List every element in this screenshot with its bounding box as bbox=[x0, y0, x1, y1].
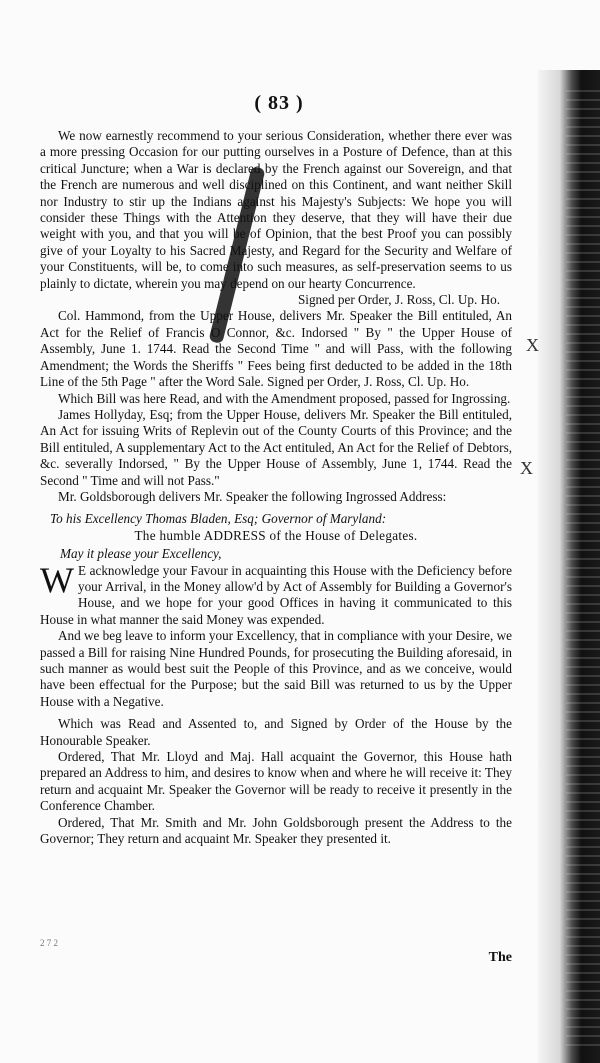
book-spine-texture bbox=[566, 90, 600, 1050]
catchword: The bbox=[488, 950, 512, 965]
address-salutation: May it please your Excellency, bbox=[60, 546, 222, 562]
drop-cap: W bbox=[40, 559, 74, 600]
paragraph-acknowledge-text: E acknowledge your Favour in acquainting this House with the Deficiency before your Arrival, in the Money allow'd by Act of Assembly for Building a Governor's House, and we hope for your good Offices in having it communicated to this House in what manner the said Money was expended. bbox=[40, 562, 512, 627]
document-page bbox=[40, 0, 518, 1063]
page-number: ( 83 ) bbox=[254, 92, 304, 114]
signature-line: Signed per Order, J. Ross, Cl. Up. Ho. bbox=[297, 292, 500, 308]
paragraph-ordered-lloyd: Ordered, That Mr. Lloyd and Maj. Hall acquaint the Governor, this House hath prepared an Address to him, and desires to know when and where he will receive it: They return and acquaint Mr. Speaker the Governor will be ready to receive it presently in the Conference Chamber. bbox=[40, 749, 512, 814]
paragraph-hammond-bill: Col. Hammond, from the Upper House, delivers Mr. Speaker the Bill entituled, An Act for the Relief of Francis O Connor, &c. Indorsed " By " the Upper House of Assembly, June 1. 1744. Read the Second Time " and will Pass, with the following Amendment; the Words the Sheriffs " Fees being first deducted to be added in the 18th Line of the 5th Page " after the Word Sale. Signed per Order, J. Ross, Cl. Up. Ho. bbox=[40, 308, 512, 390]
address-title: The humble ADDRESS of the House of Delegates. bbox=[134, 527, 418, 543]
paragraph-assented: Which was Read and Assented to, and Signed by Order of the House by the Honourable Speaker. bbox=[40, 716, 512, 748]
paragraph-bill-passed: Which Bill was here Read, and with the Amendment proposed, passed for Ingrossing. bbox=[58, 390, 511, 406]
body-text bbox=[40, 128, 512, 847]
paragraph-acknowledge bbox=[40, 559, 512, 629]
margin-x-mark: X bbox=[526, 335, 539, 355]
paragraph-goldsborough-address: Mr. Goldsborough delivers Mr. Speaker the following Ingrossed Address: bbox=[58, 488, 447, 504]
paragraph-ordered-smith: Ordered, That Mr. Smith and Mr. John Goldsborough present the Address to the Governor; They return and acquaint Mr. Speaker they presented it. bbox=[40, 814, 512, 847]
address-recipient: To his Excellency Thomas Bladen, Esq; Governor of Maryland: bbox=[50, 511, 387, 527]
footer-mark: 2 7 2 bbox=[40, 938, 58, 948]
paragraph-hollyday-bills: James Hollyday, Esq; from the Upper House, delivers Mr. Speaker the Bill entituled, An Act for issuing Writs of Replevin out of the County Courts of this Province; and the Bill entituled, A supplementary Act to the Act entituled, An Act for the Relief of Debtors, &c. severally Indorsed, " By the Upper House of Assembly, June 1, 1744. Read the Second " Time and will not Pass." bbox=[40, 406, 512, 488]
paragraph-beg-leave: And we beg leave to inform your Excellency, that in compliance with your Desire, we passed a Bill for raising Nine Hundred Pounds, for prosecuting the Building aforesaid, in such manner as would best suit the People of this Province, and as we conceive, would have been effectual for the Purpose; but the said Bill was returned to us by the Upper House with a Negative. bbox=[40, 628, 512, 709]
margin-x-mark: X bbox=[520, 458, 533, 478]
paragraph-defence: We now earnestly recommend to your serious Consideration, whether there ever was a more pressing Occasion for our putting ourselves in a Posture of Defence, than at this critical Juncture; when a War is declared by the French against our Sovereign, and that the French are numerous and well disciplined on this Continent, and want neither Skill nor Industry to stir up the Indians against his Majesty's Subjects: We hope you will consider these Things with the Attention they deserve, that they will have their due weight with you, and that you will be of Opinion, that the best Proof you can possibly give of your Loyalty to his Sacred Majesty, and Regard for the Security and Welfare of your Constituents, will be, to come into such measures, as self-preservation seems to us plainly to dictate, wherein you may depend on our hearty Concurrence. bbox=[40, 128, 512, 291]
